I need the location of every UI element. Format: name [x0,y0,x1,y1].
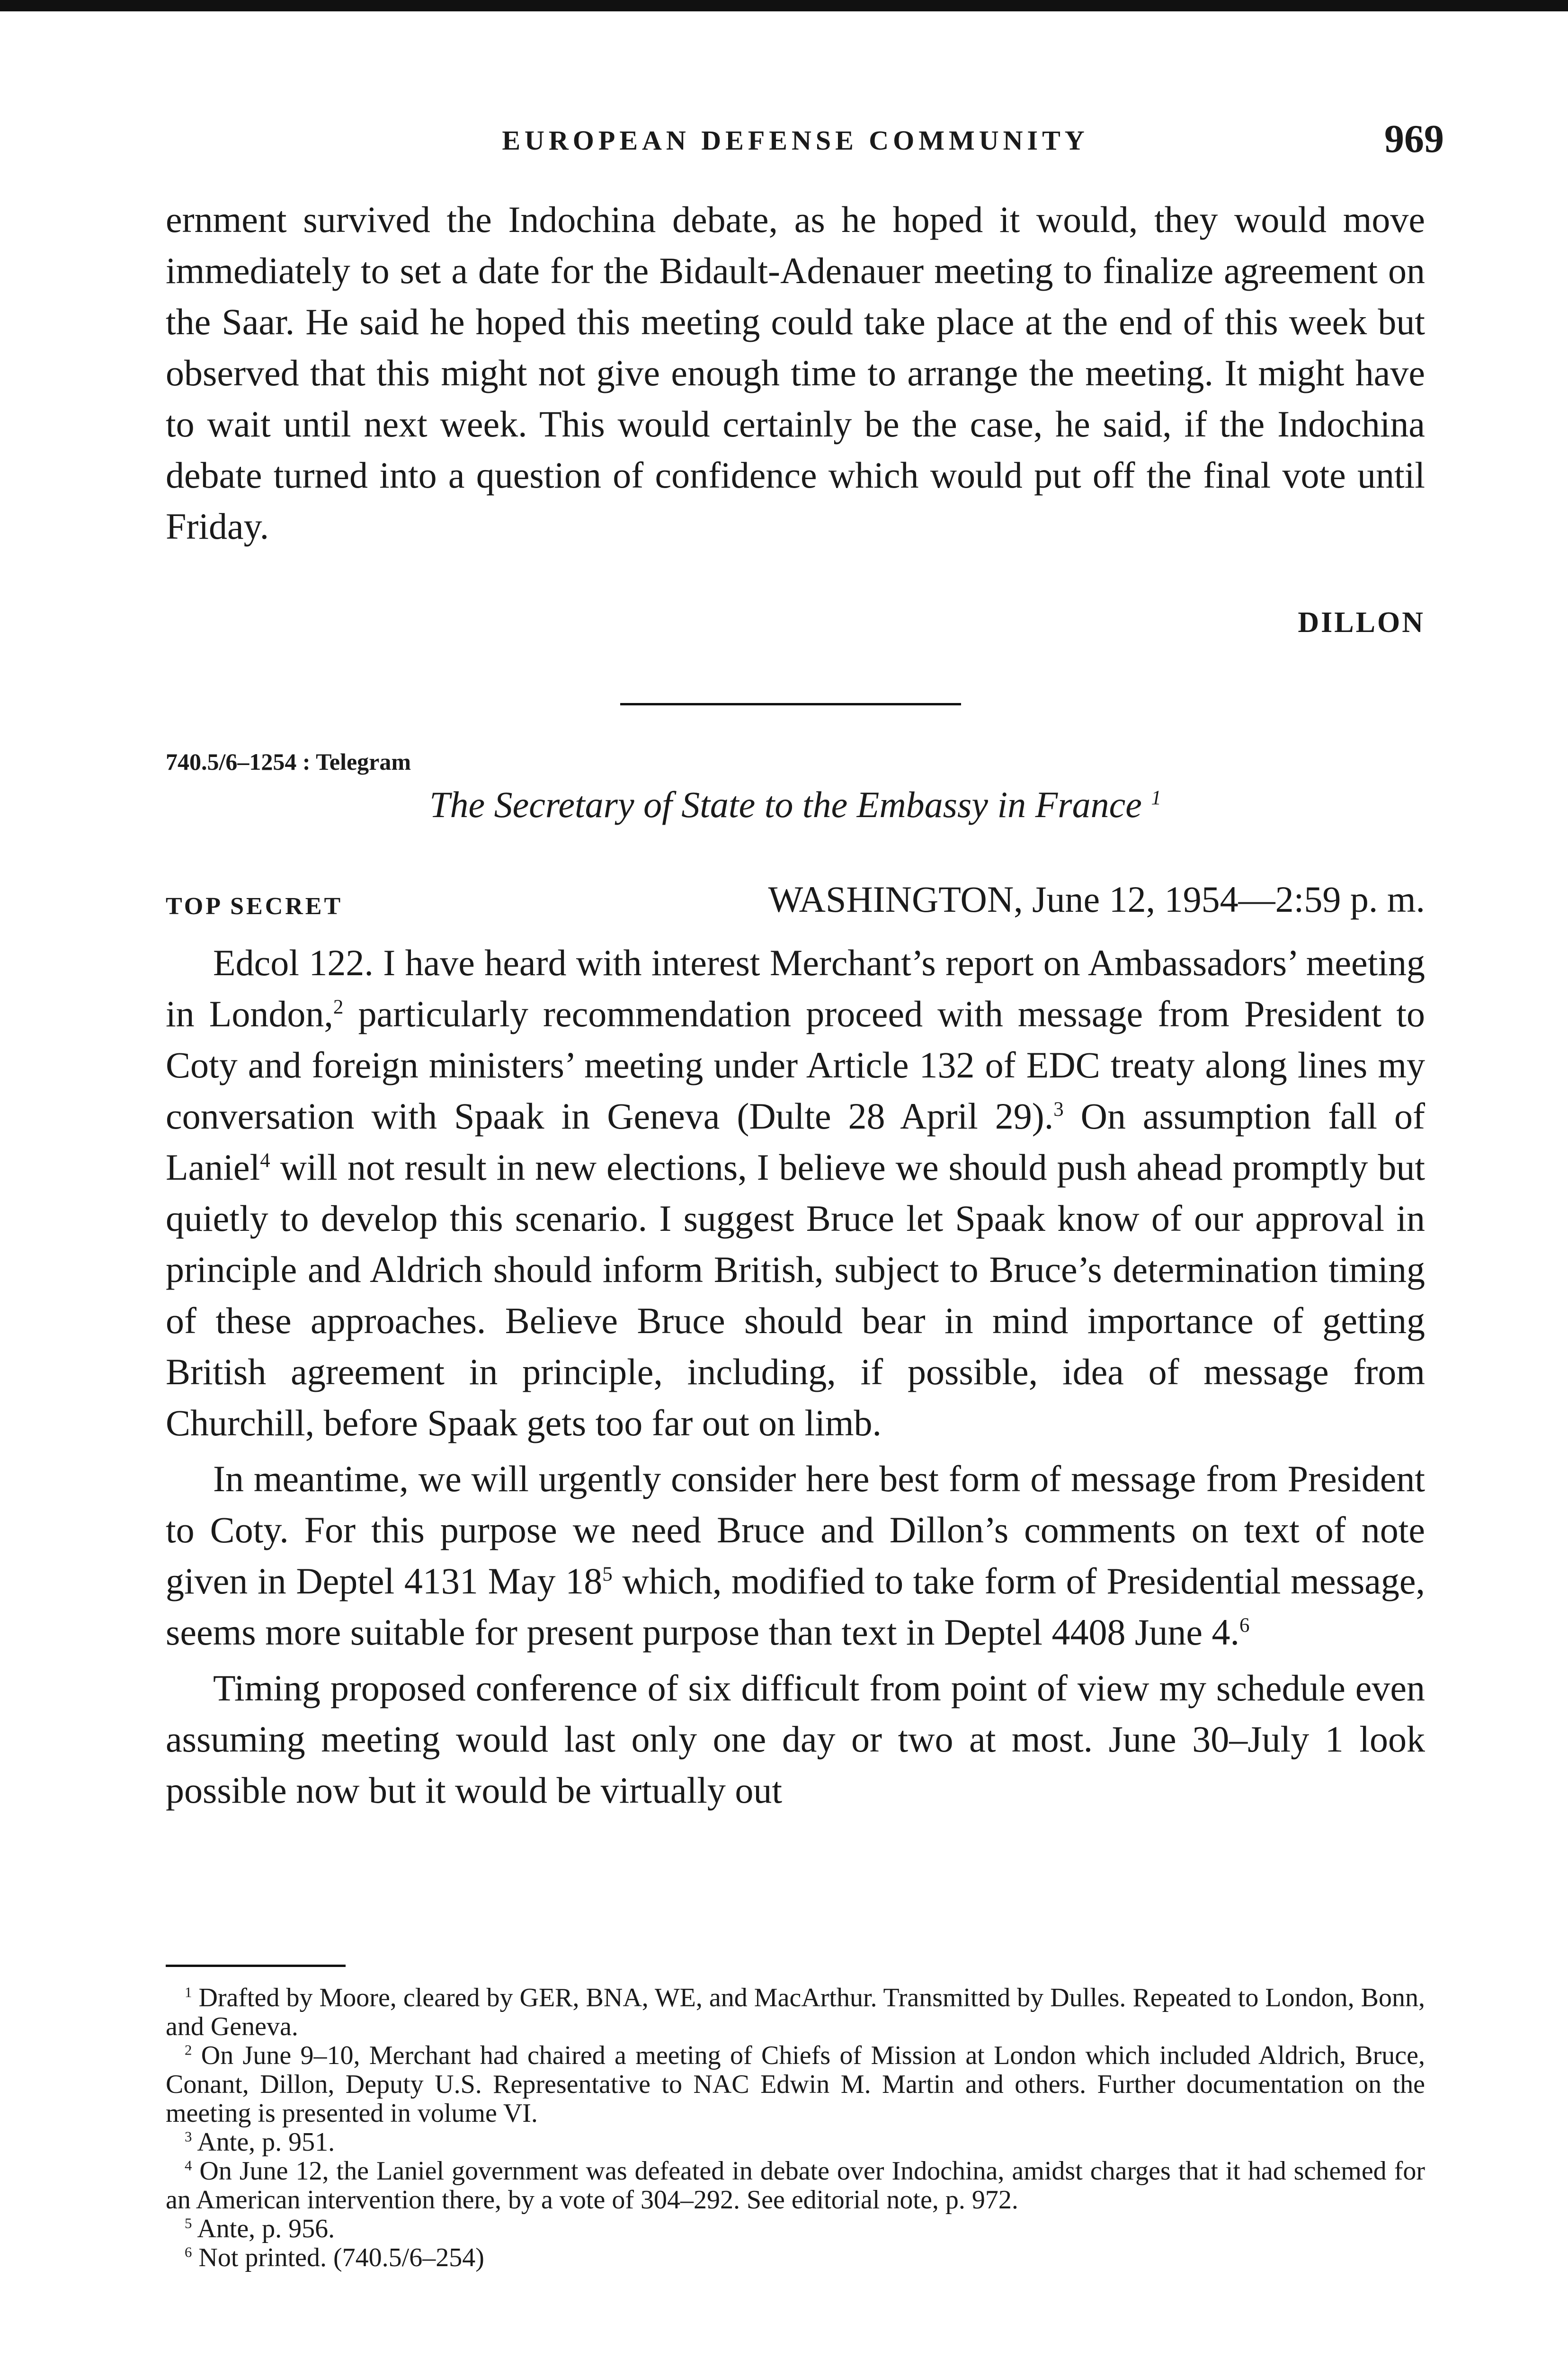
scan-top-edge [0,0,1568,11]
page-header [166,116,1444,168]
footnote-text: Ante, p. 951. [197,2127,335,2157]
section-divider [620,703,961,705]
telegram-paragraph-1 [166,937,1425,1449]
document-title-text: The Secretary of State to the Embassy in France [429,784,1142,825]
telegram-paragraph-2 [166,1453,1425,1658]
dateline: WASHINGTON, June 12, 1954—2:59 p. m. [768,879,1425,920]
continuation-paragraph: ernment survived the Indochina debate, as he hoped it would, they would move immediately to set a date for the Bidault-Adenauer meeting to finalize agreement on the Saar. He said he hoped this meeting could take place at the end of this week but observed that this might not give enough time to arrange the meeting. It might have to wait until next week. This would certainly be the case, he said, if the Indochina debate turned into a question of confidence which would put off the final vote until Friday. [166,199,1425,547]
footnote-text: On June 12, the Laniel government was defeated in debate over Indochina, amidst charges that it had schemed for an American intervention there, by a vote of 304–292. See editorial note, p. 972. [166,2156,1425,2215]
p2-text-a: In meantime, we will urgently consider here best form of message from President to Coty. For this purpose we need Bruce and Dillon’s comments on text of note given in Deptel 4131 May 18 [166,1458,1425,1602]
footnote-number: 6 [185,2244,192,2260]
footnote-ref-2: 2 [333,996,344,1018]
footnote [166,2243,1425,2272]
p1-text-a: Edcol 122. I have heard with interest Merchant’s report on Ambassadors’ meeting in London, [166,942,1425,1034]
footnote-text: On June 9–10, Merchant had chaired a meeting of Chiefs of Mission at London which included Aldrich, Bruce, Conant, Dillon, Deputy U.S. Representative to NAC Edwin M. Martin and others. Further documentation on the meeting is presented in volume VI. [166,2041,1425,2128]
footnote-text: Not printed. (740.5/6–254) [198,2243,484,2272]
footnote-number: 3 [185,2128,192,2145]
footnote [166,2041,1425,2128]
running-head: EUROPEAN DEFENSE COMMUNITY [502,125,1089,156]
footnote-text: Drafted by Moore, cleared by GER, BNA, WE, and MacArthur. Transmitted by Dulles. Repeated to London, Bonn, and Geneva. [166,1983,1425,2041]
footnote-ref-1: 1 [1151,787,1161,809]
footnotes [166,1984,1425,2272]
footnote [166,2157,1425,2215]
p1-text-c: On assumption fall of Laniel [166,1095,1425,1188]
signature-dillon: DILLON [1298,606,1425,639]
footnote-ref-6: 6 [1239,1614,1250,1637]
telegram-body [166,937,1425,1816]
p1-text-b: particularly recommendation proceed with message from President to Coty and foreign ministers’ meeting under Article 132 of EDC treaty along lines my conversation with Spaak in Geneva (Dulte 28 April 29). [166,993,1425,1137]
footnote-text: Ante, p. 956. [197,2214,335,2243]
footnote-ref-5: 5 [602,1563,613,1585]
p1-text-d: will not result in new elections, I believe we should push ahead promptly but quietly to develop this scenario. I suggest Bruce let Spaak know of our approval in principle and Aldrich should inform British, subject to Bruce’s determination timing of these approaches. Believe Bruce should bear in mind importance of getting British agreement in principle, including, if possible, idea of message from Churchill, before Spaak gets too far out on limb. [166,1147,1425,1443]
footnote [166,1984,1425,2041]
footnote-number: 5 [185,2215,192,2232]
footnote-ref-4: 4 [260,1149,270,1172]
document-title [166,783,1425,826]
footnote-divider [166,1965,346,1967]
footnote [166,2128,1425,2157]
p2-text-b: which, modified to take form of Presidential message, seems more suitable for present purpose than text in Deptel 4408 June 4. [166,1560,1425,1653]
footnote-number: 4 [185,2157,192,2174]
footnote-number: 1 [185,1984,192,2001]
footnote-number: 2 [185,2042,192,2058]
footnote-ref-3: 3 [1053,1098,1064,1121]
document-file-number: 740.5/6–1254 : Telegram [166,748,411,775]
page-number: 969 [1384,117,1444,161]
footnote [166,2215,1425,2243]
classification-label: TOP SECRET [166,893,343,920]
telegram-paragraph-3: Timing proposed conference of six difficult from point of view my schedule even assuming meeting would last only one day or two at most. June 30–July 1 look possible now but it would be virtually out [166,1667,1425,1811]
